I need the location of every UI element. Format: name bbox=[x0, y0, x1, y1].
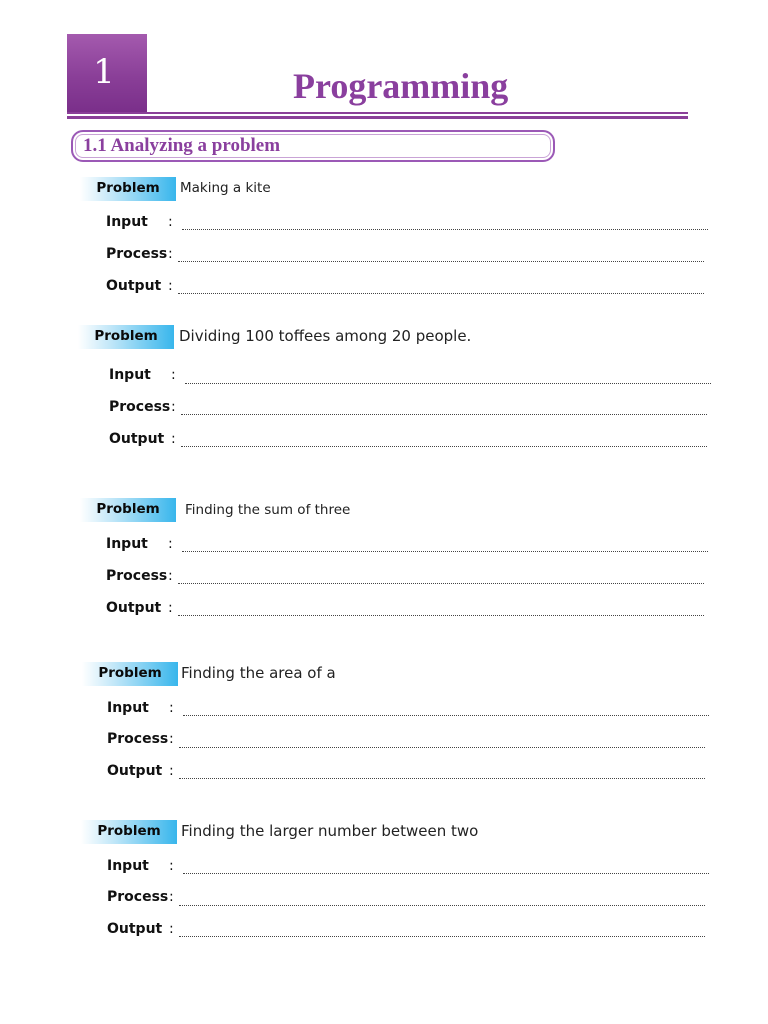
chapter-number: 1 bbox=[93, 52, 115, 92]
problem-tag: Problem bbox=[80, 498, 176, 522]
problem-block-4 bbox=[0, 662, 768, 792]
output-answer-line[interactable] bbox=[178, 293, 704, 294]
problem-tag: Problem bbox=[81, 820, 177, 844]
input-label: Input bbox=[107, 858, 149, 874]
output-label: Output bbox=[107, 763, 163, 779]
process-answer-line[interactable] bbox=[179, 747, 705, 748]
problem-text: Finding the larger number between two bbox=[181, 822, 479, 840]
problem-text: Making a kite bbox=[180, 180, 271, 196]
output-label: Output bbox=[107, 921, 163, 937]
process-answer-line[interactable] bbox=[178, 583, 704, 584]
input-answer-line[interactable] bbox=[183, 715, 709, 716]
output-label: Output bbox=[106, 600, 162, 616]
process-answer-line[interactable] bbox=[179, 905, 705, 906]
input-label: Input bbox=[106, 536, 148, 552]
problem-block-1 bbox=[0, 177, 768, 307]
input-colon: : bbox=[169, 700, 174, 716]
output-label: Output bbox=[109, 431, 165, 447]
chapter-title: Programming bbox=[293, 66, 509, 106]
problem-block-2 bbox=[0, 325, 768, 455]
process-colon: : bbox=[168, 568, 173, 584]
problem-text: Finding the area of a bbox=[181, 664, 336, 682]
input-answer-line[interactable] bbox=[182, 551, 708, 552]
problem-text: Finding the sum of three bbox=[185, 502, 351, 518]
output-answer-line[interactable] bbox=[179, 936, 705, 937]
input-colon: : bbox=[168, 536, 173, 552]
input-label: Input bbox=[109, 367, 151, 383]
process-colon: : bbox=[168, 246, 173, 262]
problem-tag: Problem bbox=[82, 662, 178, 686]
input-label: Input bbox=[106, 214, 148, 230]
output-label: Output bbox=[106, 278, 162, 294]
process-colon: : bbox=[169, 731, 174, 747]
chapter-number-box bbox=[67, 34, 147, 112]
process-answer-line[interactable] bbox=[181, 414, 707, 415]
process-label: Process bbox=[106, 568, 168, 584]
input-colon: : bbox=[169, 858, 174, 874]
output-colon: : bbox=[168, 600, 173, 616]
problem-block-3 bbox=[0, 498, 768, 628]
problem-tag: Problem bbox=[80, 177, 176, 201]
header-rule-bottom bbox=[67, 116, 688, 119]
output-answer-line[interactable] bbox=[179, 778, 705, 779]
process-label: Process bbox=[109, 399, 171, 415]
input-colon: : bbox=[171, 367, 176, 383]
problem-block-5 bbox=[0, 820, 768, 950]
input-colon: : bbox=[168, 214, 173, 230]
output-colon: : bbox=[169, 763, 174, 779]
process-label: Process bbox=[107, 889, 169, 905]
input-label: Input bbox=[107, 700, 149, 716]
process-label: Process bbox=[106, 246, 168, 262]
section-title: 1.1 Analyzing a problem bbox=[83, 135, 281, 156]
problem-tag: Problem bbox=[78, 325, 174, 349]
output-answer-line[interactable] bbox=[178, 615, 704, 616]
process-label: Process bbox=[107, 731, 169, 747]
process-colon: : bbox=[169, 889, 174, 905]
output-colon: : bbox=[171, 431, 176, 447]
problem-text: Dividing 100 toffees among 20 people. bbox=[179, 327, 472, 345]
input-answer-line[interactable] bbox=[185, 383, 711, 384]
output-colon: : bbox=[169, 921, 174, 937]
input-answer-line[interactable] bbox=[183, 873, 709, 874]
output-colon: : bbox=[168, 278, 173, 294]
section-heading-box bbox=[71, 130, 555, 162]
process-colon: : bbox=[171, 399, 176, 415]
header-rule-top bbox=[67, 112, 688, 114]
input-answer-line[interactable] bbox=[182, 229, 708, 230]
process-answer-line[interactable] bbox=[178, 261, 704, 262]
output-answer-line[interactable] bbox=[181, 446, 707, 447]
